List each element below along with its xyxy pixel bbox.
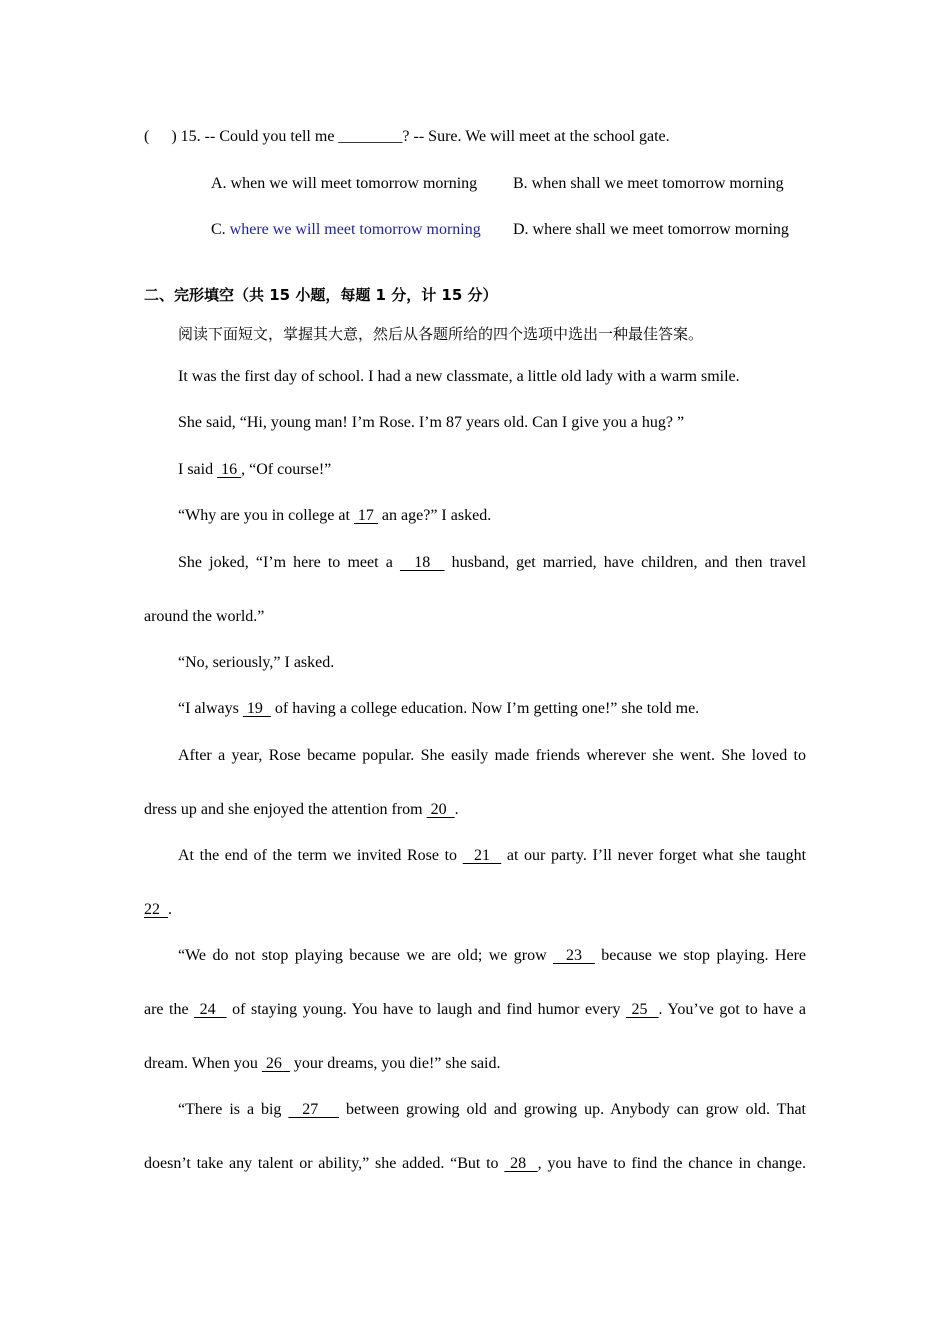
text-run: of having a college education. Now I’m getting one!” she told me. xyxy=(270,700,700,717)
option-c-text: where we will meet tomorrow morning xyxy=(229,221,481,238)
blank-27: 27 xyxy=(288,1101,340,1118)
text-run: . You’ve got to have a xyxy=(658,1001,807,1018)
text-run: an age?” I asked. xyxy=(377,507,492,524)
passage-paragraph-6: “No, seriously,” I asked. xyxy=(178,654,335,671)
text-run: . xyxy=(168,901,172,918)
section-2-title: 二、完形填空（共 15 小题，每题 1 分，计 15 分） xyxy=(144,286,498,304)
blank-24: 24 xyxy=(194,1001,227,1018)
passage-paragraph-8-line-1: After a year, Rose became popular. She easily made friends wherever she went. She loved to xyxy=(178,747,806,764)
text-run: between growing old and growing up. Anybody can grow old. That xyxy=(339,1101,807,1118)
passage-paragraph-11-line-2 xyxy=(144,1154,806,1174)
text-run: dress up and she enjoyed the attention from xyxy=(144,801,427,818)
passage-paragraph-9-line-1 xyxy=(178,846,806,866)
passage-paragraph-5-line-2: around the world.” xyxy=(144,608,265,625)
text-run: “Why are you in college at xyxy=(178,507,354,524)
blank-17: 17 xyxy=(353,507,378,524)
text-run: your dreams, you die!” she said. xyxy=(289,1055,501,1072)
text-run: dream. When you xyxy=(144,1055,262,1072)
text-run: I said xyxy=(178,461,218,478)
passage-paragraph-11-line-1 xyxy=(178,1100,806,1120)
text-run: are the xyxy=(144,1001,195,1018)
text-run: at our party. I’ll never forget what she taught xyxy=(501,847,807,864)
passage-paragraph-10-line-2 xyxy=(144,1000,806,1020)
text-run: She joked, “I’m here to meet a xyxy=(178,554,400,571)
passage-paragraph-8-line-2 xyxy=(144,800,806,820)
option-c-letter: C. xyxy=(211,221,230,238)
passage-paragraph-2: She said, “Hi, young man! I’m Rose. I’m 87 years old. Can I give you a hug? ” xyxy=(178,414,685,431)
passage-paragraph-1: It was the first day of school. I had a new classmate, a little old lady with a warm smile. xyxy=(178,368,740,385)
text-run: , “Of course!” xyxy=(241,461,332,478)
blank-21: 21 xyxy=(462,847,502,864)
passage-paragraph-3 xyxy=(178,460,806,480)
passage-paragraph-10-line-1 xyxy=(178,946,806,966)
option-d: D. where shall we meet tomorrow morning xyxy=(513,221,789,238)
blank-18: 18 xyxy=(399,554,445,571)
blank-20: 20 xyxy=(426,801,455,818)
passage-paragraph-9-line-2 xyxy=(144,900,806,920)
passage-paragraph-7 xyxy=(178,699,806,719)
blank-22: 22 xyxy=(144,901,168,918)
question-15-stem xyxy=(144,127,806,147)
text-run: “There is a big xyxy=(178,1101,289,1118)
passage-paragraph-10-line-3 xyxy=(144,1054,806,1074)
option-c xyxy=(211,220,481,240)
passage-paragraph-4 xyxy=(178,506,806,526)
text-run: doesn’t take any talent or ability,” she added. “But to xyxy=(144,1155,505,1172)
text-run: because we stop playing. Here xyxy=(594,947,806,964)
question-15-text: ) 15. -- Could you tell me ________? -- Sure. We will meet at the school gate. xyxy=(171,128,670,145)
text-run: . xyxy=(454,801,459,818)
blank-28: 28 xyxy=(504,1155,538,1172)
text-run: “We do not stop playing because we are old; we grow xyxy=(178,947,554,964)
blank-25: 25 xyxy=(625,1001,659,1018)
blank-16: 16 xyxy=(217,461,242,478)
blank-23: 23 xyxy=(553,947,595,964)
answer-paren-open: ( xyxy=(144,128,150,145)
passage-paragraph-5-line-1 xyxy=(178,553,806,573)
blank-19: 19 xyxy=(242,700,271,717)
text-run: , you have to find the chance in change. xyxy=(537,1155,807,1172)
option-b: B. when shall we meet tomorrow morning xyxy=(513,175,784,192)
option-a: A. when we will meet tomorrow morning xyxy=(211,175,478,192)
text-run: “I always xyxy=(178,700,243,717)
text-run: of staying young. You have to laugh and find humor every xyxy=(226,1001,626,1018)
text-run: At the end of the term we invited Rose to xyxy=(178,847,463,864)
text-run: husband, get married, have children, and then travel xyxy=(444,554,807,571)
section-2-instruction: 阅读下面短文，掌握其大意，然后从各题所给的四个选项中选出一种最佳答案。 xyxy=(178,325,704,343)
blank-26: 26 xyxy=(261,1055,290,1072)
